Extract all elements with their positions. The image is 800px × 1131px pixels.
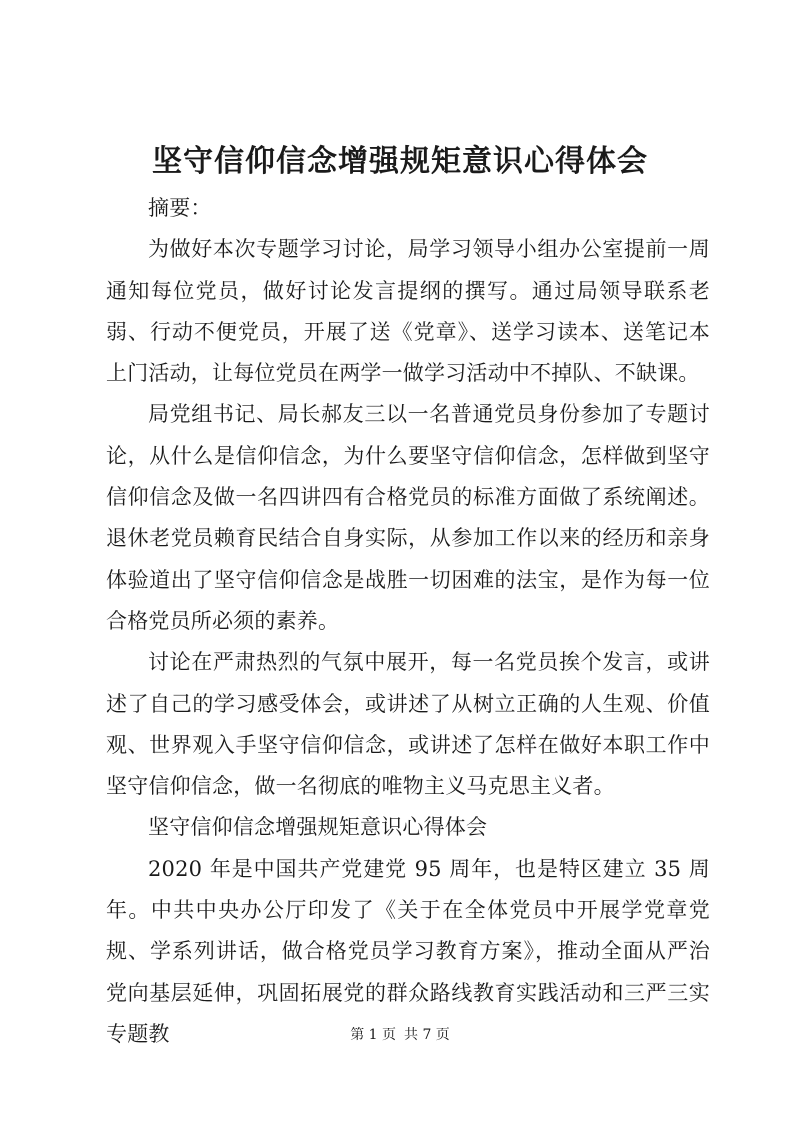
paragraph-subheading: 坚守信仰信念增强规矩意识心得体会 (148, 815, 488, 840)
paragraph-anniversary: 2020 年是中国共产党建党 95 周年，也是特区建立 35 周年。中共中央办公厅印发了《关于在全体党员中开展学党章党规、学系列讲话，做合格党员学习教育方案》，推动全面从严治党向基层延伸，巩固拓展党的群众路线教育实践活动和三严三实专题教 (106, 856, 710, 1046)
total-pages: 共 7 页 (404, 1027, 450, 1043)
paragraph-abstract-label: 摘要： (148, 196, 212, 220)
page-number: 第 1 页 (350, 1027, 396, 1043)
page-footer (0, 1025, 800, 1045)
paragraph-discussion: 讨论在严肃热烈的气氛中展开，每一名党员挨个发言，或讲述了自己的学习感受体会，或讲述了从树立正确的人生观、价值观、世界观入手坚守信仰信念，或讲述了怎样在做好本职工作中坚守信仰信念，做一名彻底的唯物主义马克思主义者。 (106, 650, 710, 799)
paragraph-secretary-speech: 局党组书记、局长郝友三以一名普通党员身份参加了专题讨论，从什么是信仰信念，为什么要坚守信仰信念，怎样做到坚守信仰信念及做一名四讲四有合格党员的标准方面做了系统阐述。退休老党员赖育民结合自身实际，从参加工作以来的经历和亲身体验道出了坚守信仰信念是战胜一切困难的法宝，是作为每一位合格党员所必须的素养。 (106, 402, 710, 633)
document-body (106, 188, 710, 1055)
document-title: 坚守信仰信念增强规矩意识心得体会 (152, 144, 648, 179)
paragraph-preparation: 为做好本次专题学习讨论，局学习领导小组办公室提前一周通知每位党员，做好讨论发言提纲的撰写。通过局领导联系老弱、行动不便党员，开展了送《党章》、送学习读本、送笔记本上门活动，让每位党员在两学一做学习活动中不掉队、不缺课。 (106, 237, 710, 386)
